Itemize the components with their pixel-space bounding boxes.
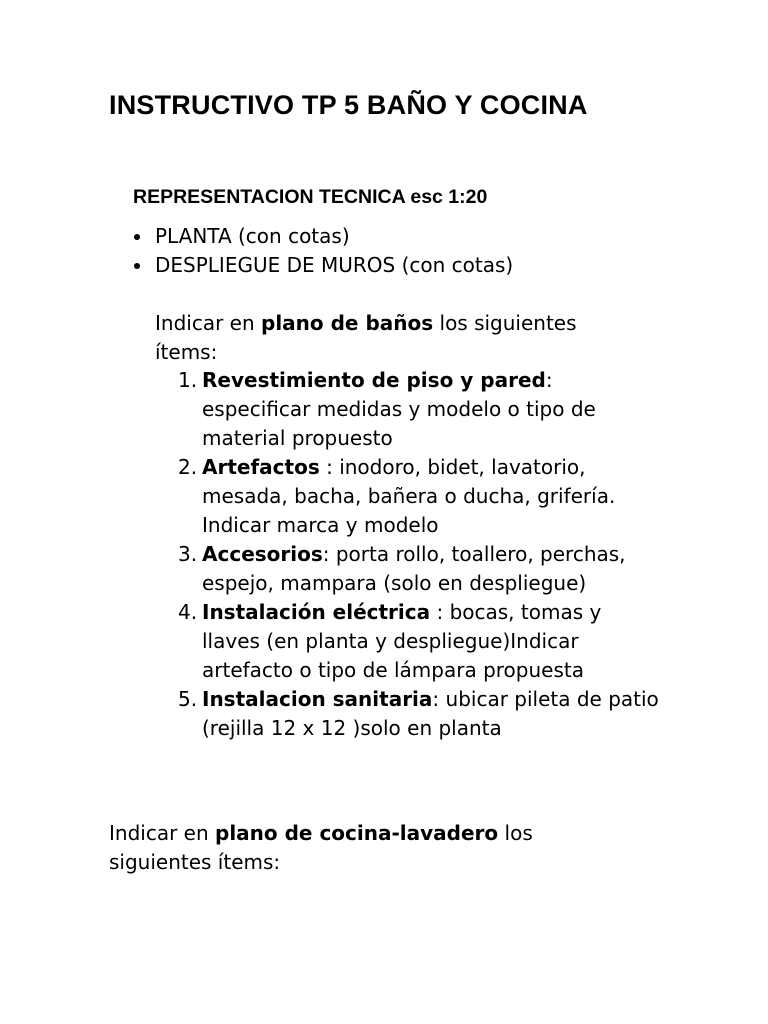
cocina-intro-suffix: los siguientes ítems:: [109, 821, 533, 874]
item-number: 1.: [178, 368, 198, 392]
item-number: 2.: [178, 455, 198, 479]
item-text: : bocas, tomas y llaves (en planta y despliegue)Indicar artefacto o tipo de lámpara propuesta: [202, 600, 602, 682]
list-item: [178, 453, 660, 540]
item-text: : ubicar pileta de patio (rejilla 12 x 12 )solo en planta: [202, 687, 659, 740]
section-heading: REPRESENTACION TECNICA esc 1:20: [133, 186, 488, 208]
document-title: INSTRUCTIVO TP 5 BAÑO Y COCINA: [109, 90, 588, 120]
bullet-icon: [134, 234, 140, 240]
item-number: 5.: [178, 687, 198, 711]
list-item: [178, 598, 660, 685]
item-title: Instalacion sanitaria: [202, 687, 433, 711]
item-title: Artefactos: [202, 455, 320, 479]
bullet-list: [131, 222, 691, 280]
list-item: [178, 540, 660, 598]
banos-intro: [155, 309, 635, 367]
cocina-intro: [109, 819, 629, 877]
item-number: 4.: [178, 600, 198, 624]
bullet-item: [131, 251, 691, 280]
list-item: [178, 685, 660, 743]
cocina-intro-bold: plano de cocina-lavadero: [215, 821, 499, 845]
bullet-text: DESPLIEGUE DE MUROS (con cotas): [155, 253, 514, 277]
banos-intro-prefix: Indicar en: [155, 311, 261, 335]
item-title: Instalación eléctrica: [202, 600, 431, 624]
item-title: Accesorios: [202, 542, 323, 566]
bullet-item: [131, 222, 691, 251]
item-text: : especificar medidas y modelo o tipo de material propuesto: [202, 368, 596, 450]
item-number: 3.: [178, 542, 198, 566]
banos-intro-bold: plano de baños: [261, 311, 434, 335]
cocina-intro-prefix: Indicar en: [109, 821, 215, 845]
item-title: Revestimiento de piso y pared: [202, 368, 546, 392]
list-item: [178, 366, 660, 453]
bullet-icon: [134, 263, 140, 269]
bullet-text: PLANTA (con cotas): [155, 224, 350, 248]
item-text: : porta rollo, toallero, perchas, espejo, mampara (solo en despliegue): [202, 542, 626, 595]
banos-intro-suffix: los siguientes ítems:: [155, 311, 577, 364]
banos-items-list: [178, 366, 668, 743]
item-text: : inodoro, bidet, lavatorio, mesada, bacha, bañera o ducha, grifería. Indicar marca y modelo: [202, 455, 616, 537]
